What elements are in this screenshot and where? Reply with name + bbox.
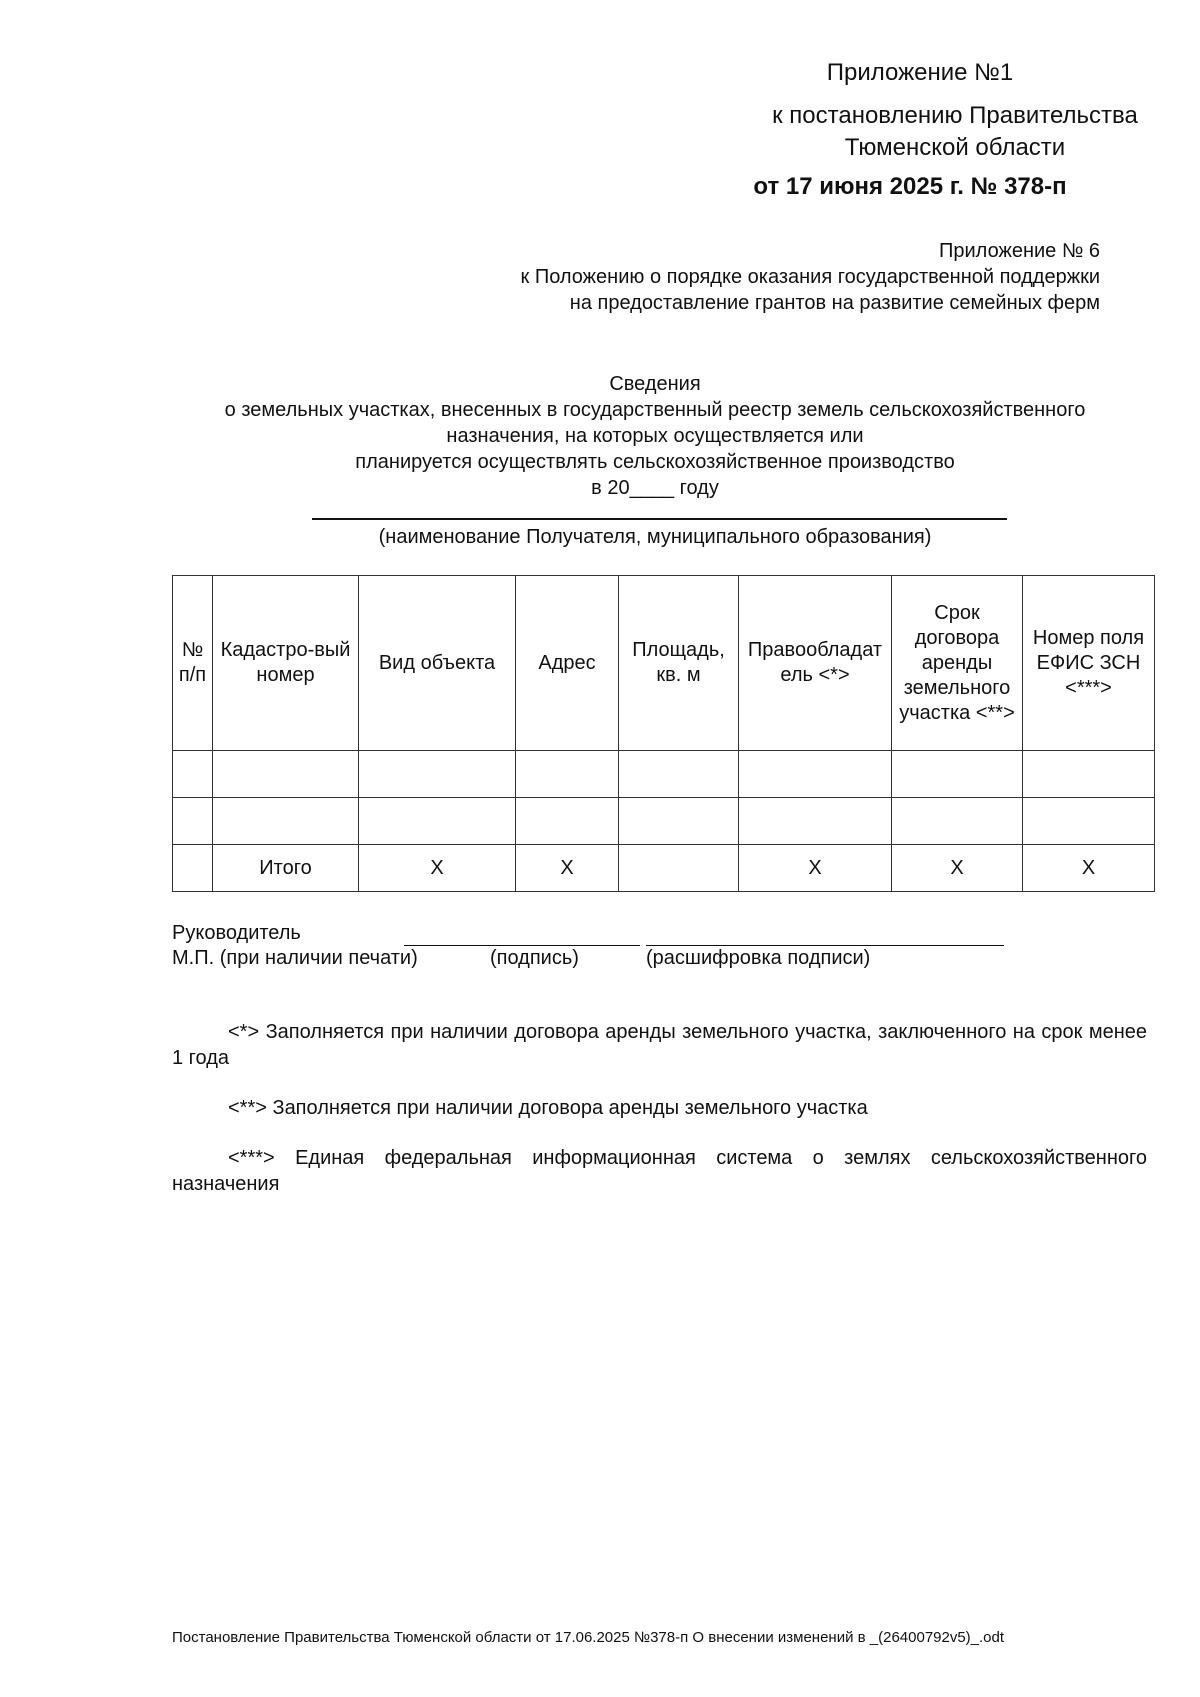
table-cell[interactable] (892, 751, 1023, 798)
table-row (173, 798, 1155, 845)
recipient-caption: (наименование Получателя, муниципального образования) (378, 526, 932, 548)
col-owner: Правообладатель <*> (739, 576, 892, 751)
signature-decode-caption: (расшифровка подписи) (646, 947, 871, 969)
table-cell[interactable] (619, 751, 739, 798)
total-cell (173, 845, 213, 892)
col-number: № п/п (173, 576, 213, 751)
stamp-label: М.П. (при наличии печати) (172, 947, 418, 969)
table-cell[interactable] (359, 798, 516, 845)
title-line-5: в 20____ году (591, 477, 719, 499)
table-cell[interactable] (892, 798, 1023, 845)
resolution-line-1: к постановлению Правительства (772, 102, 1138, 129)
appendix6-line-2: к Положению о порядке оказания государственной поддержки (520, 266, 1100, 288)
col-object-type: Вид объекта (359, 576, 516, 751)
signature-caption: (подпись) (490, 947, 579, 969)
table-cell[interactable] (739, 798, 892, 845)
land-plots-table (172, 575, 1155, 892)
appendix6-block (400, 238, 1100, 316)
table-total-row (173, 845, 1155, 892)
footnote-3: <***> Единая федеральная информационная система о землях сельскохозяйственного назначения (172, 1147, 1147, 1195)
table-header-row (173, 576, 1155, 751)
title-line-3: назначения, на которых осуществляется или (446, 425, 864, 447)
footnote-2: <**> Заполняется при наличии договора аренды земельного участка (228, 1097, 868, 1119)
footnote-1: <*> Заполняется при наличии договора аренды земельного участка, заключенного на срок менее 1 года (172, 1021, 1147, 1069)
table-cell[interactable] (213, 798, 359, 845)
table-cell[interactable] (359, 751, 516, 798)
col-lease-term: Срок договора аренды земельного участка <**> (892, 576, 1023, 751)
title-line-4: планируется осуществлять сельскохозяйственное производство (355, 451, 955, 473)
table-row (173, 751, 1155, 798)
appendix-title: Приложение №1 (826, 59, 1014, 86)
title-line-1: Сведения (609, 373, 701, 395)
table-cell[interactable] (213, 751, 359, 798)
total-cell: X (1023, 845, 1155, 892)
table-cell[interactable] (619, 798, 739, 845)
signature-head-label: Руководитель (172, 922, 301, 944)
total-cell: X (892, 845, 1023, 892)
total-cell: X (516, 845, 619, 892)
recipient-name-line (312, 518, 1007, 520)
total-area-cell[interactable] (619, 845, 739, 892)
resolution-line-2: Тюменской области (844, 134, 1066, 161)
total-cell: X (739, 845, 892, 892)
total-cell: X (359, 845, 516, 892)
col-area: Площадь, кв. м (619, 576, 739, 751)
page-footer: Постановление Правительства Тюменской области от 17.06.2025 №378-п О внесении изменений в _(26400792v5)_.odt (172, 1629, 1005, 1646)
table-cell[interactable] (1023, 751, 1155, 798)
appendix6-line-3: на предоставление грантов на развитие семейных ферм (569, 292, 1100, 314)
resolution-reference (660, 100, 1200, 164)
table-cell[interactable] (1023, 798, 1155, 845)
resolution-date-number: от 17 июня 2025 г. № 378-п (753, 173, 1067, 200)
document-title (160, 371, 1150, 501)
table-cell[interactable] (173, 751, 213, 798)
table-cell[interactable] (516, 751, 619, 798)
col-cadastral: Кадастро-вый номер (213, 576, 359, 751)
col-field-number: Номер поля ЕФИС ЗСН <***> (1023, 576, 1155, 751)
title-line-2: о земельных участках, внесенных в государственный реестр земель сельскохозяйственного (224, 399, 1086, 421)
table-cell[interactable] (739, 751, 892, 798)
appendix6-line-1: Приложение № 6 (939, 240, 1100, 262)
col-address: Адрес (516, 576, 619, 751)
table-cell[interactable] (173, 798, 213, 845)
table-cell[interactable] (516, 798, 619, 845)
total-label: Итого (213, 845, 359, 892)
